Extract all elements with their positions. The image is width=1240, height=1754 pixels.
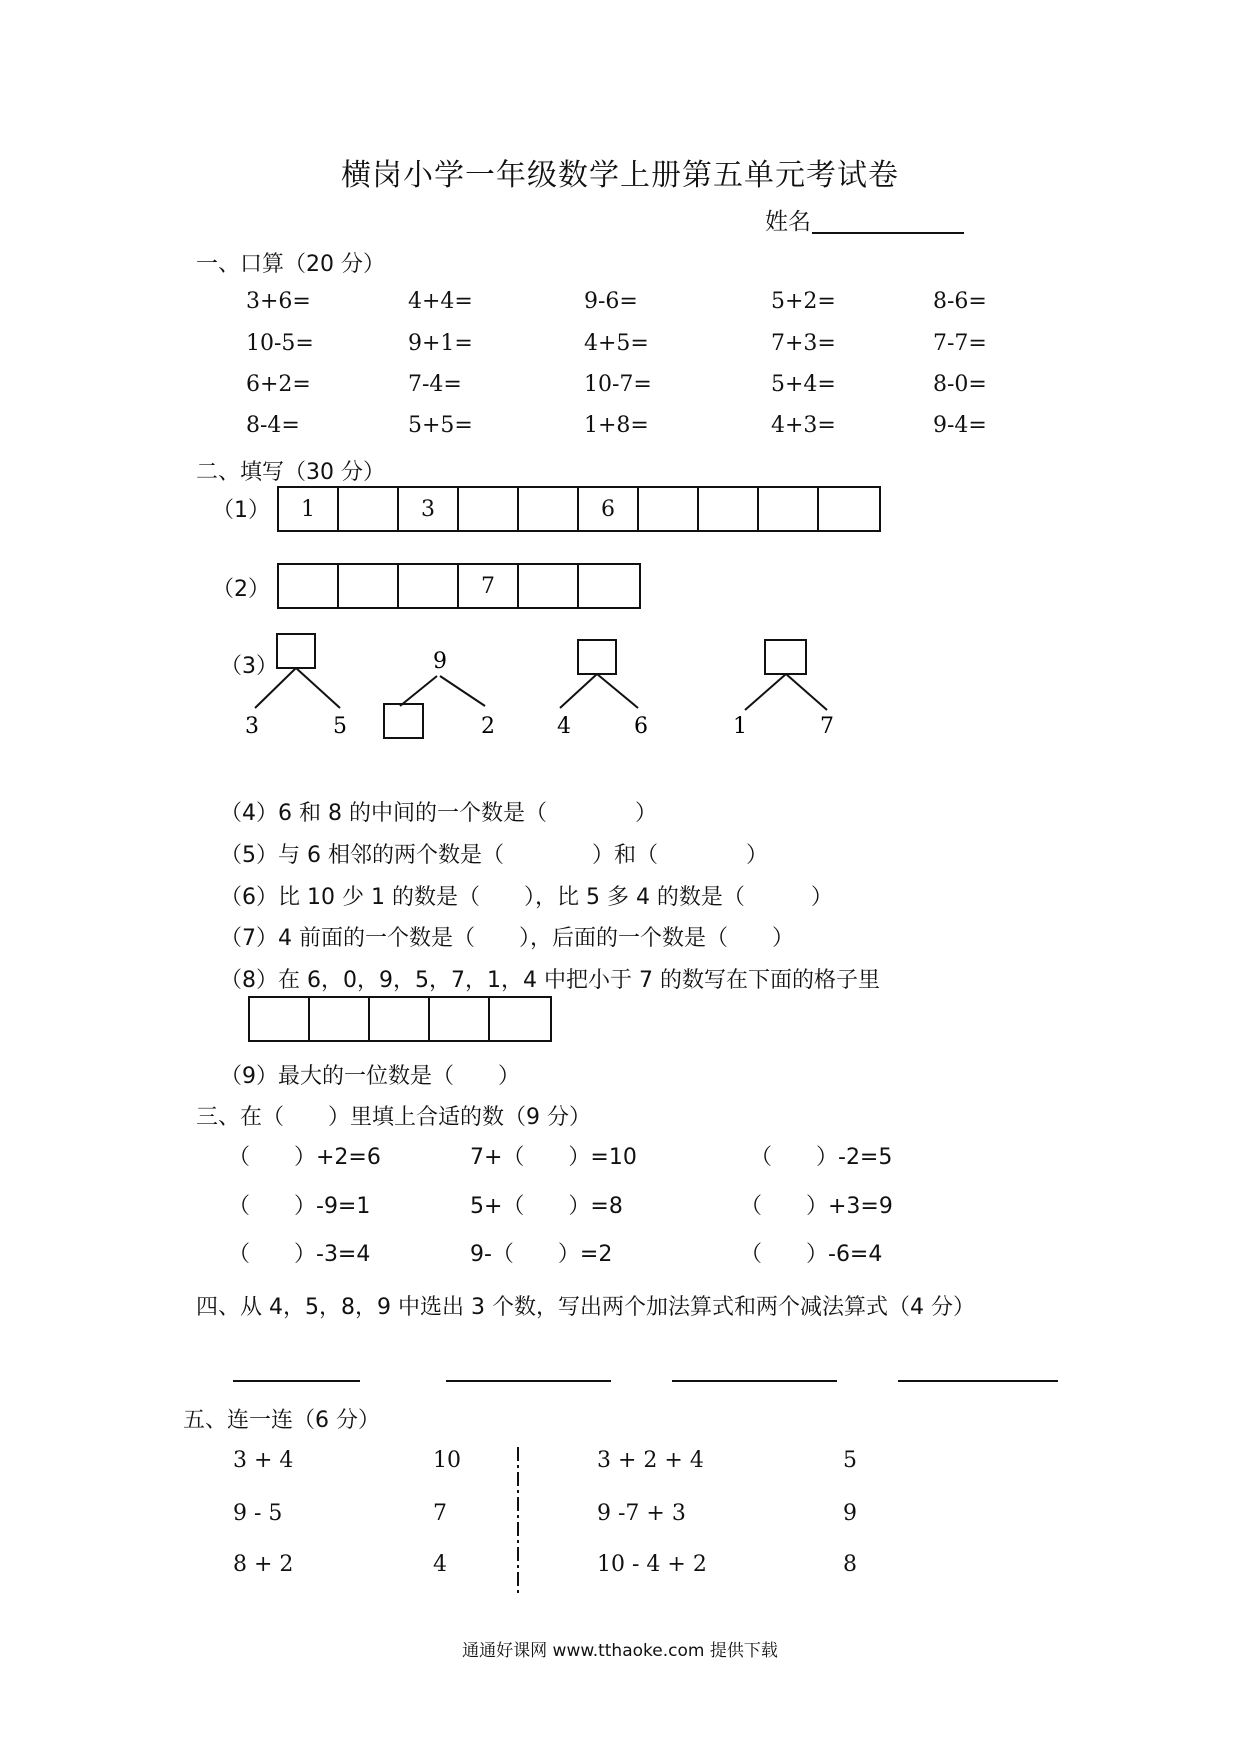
match-left-expression[interactable]: 9 - 5 [233,1501,283,1526]
calc-item: 10-7= [584,372,652,397]
calc-item: 3+6= [246,289,311,314]
match-left-expression[interactable]: 8 + 2 [233,1552,294,1577]
q6-text: （6）比 10 少 1 的数是（ ），比 5 多 4 的数是（ ） [220,885,833,910]
calc-item: 8-6= [933,289,987,314]
calc-item: 10-5= [246,331,314,356]
match-left-expression[interactable]: 3 + 4 [233,1448,294,1473]
calc-item: 1+8= [584,413,649,438]
calc-item: 5+4= [771,372,836,397]
calc-item: 9-6= [584,289,638,314]
calc-item: 7+3= [771,331,836,356]
calc-item: 9-4= [933,413,987,438]
match-left-answer[interactable]: 7 [433,1501,447,1526]
match-left-answer[interactable]: 10 [433,1448,461,1473]
section2-heading: 二、填写（30 分） [196,460,385,485]
q3-label: （3） [220,654,278,679]
calc-item: 4+5= [584,331,649,356]
match-right-expression[interactable]: 9 -7 + 3 [597,1501,686,1526]
q1-label: （1） [212,498,270,523]
number-box[interactable]: 3 [399,488,459,530]
fill-in-item: （ ）-6=4 [740,1242,883,1267]
calc-item: 8-4= [246,413,300,438]
q9-text: （9）最大的一位数是（ ） [220,1064,520,1089]
tree-right-number: 7 [820,714,834,739]
fill-in-item: （ ）-2=5 [750,1145,893,1170]
calc-item: 7-7= [933,331,987,356]
section4-heading: 四、从 4，5，8，9 中选出 3 个数，写出两个加法算式和两个减法算式（4 分） [196,1295,975,1320]
tree-right-number: 2 [481,714,495,739]
match-left-answer[interactable]: 4 [433,1552,447,1577]
calc-item: 6+2= [246,372,311,397]
tree-top-number: 9 [433,649,447,674]
match-right-expression[interactable]: 10 - 4 + 2 [597,1552,707,1577]
tree-right-number: 6 [634,714,648,739]
q8-text: （8）在 6，0，9，5，7，1，4 中把小于 7 的数写在下面的格子里 [220,968,880,993]
fill-in-item: 5+（ ）=8 [470,1194,623,1219]
number-box[interactable]: 6 [579,488,639,530]
calc-item: 4+3= [771,413,836,438]
calc-item: 5+2= [771,289,836,314]
number-box[interactable]: 7 [459,565,519,607]
page-title: 横岗小学一年级数学上册第五单元考试卷 [341,158,899,193]
match-right-answer[interactable]: 8 [843,1552,857,1577]
fill-in-item: 7+（ ）=10 [470,1145,637,1170]
fill-in-item: （ ）+2=6 [228,1145,381,1170]
section3-heading: 三、在（ ）里填上合适的数（9 分） [196,1105,591,1130]
section5-heading: 五、连一连（6 分） [183,1408,380,1433]
tree-left-number: 1 [733,714,747,739]
number-box[interactable]: 1 [279,488,339,530]
tree-left-number: 3 [245,714,259,739]
q4-text: （4）6 和 8 的中间的一个数是（ ） [220,801,657,826]
fill-in-item: （ ）-3=4 [228,1242,371,1267]
calc-item: 5+5= [408,413,473,438]
calc-item: 4+4= [408,289,473,314]
match-right-answer[interactable]: 9 [843,1501,857,1526]
tree-right-number: 5 [333,714,347,739]
fill-in-item: 9-（ ）=2 [470,1242,613,1267]
section1-heading: 一、口算（20 分） [196,252,385,277]
calc-item: 7-4= [408,372,462,397]
name-label: 姓名 [765,209,811,235]
calc-item: 9+1= [408,331,473,356]
footer-credit: 通通好课网 www.tthaoke.com 提供下载 [462,1641,778,1661]
fill-in-item: （ ）+3=9 [740,1194,893,1219]
calc-item: 8-0= [933,372,987,397]
fill-in-item: （ ）-9=1 [228,1194,371,1219]
q5-text: （5）与 6 相邻的两个数是（ ）和（ ） [220,843,768,868]
q2-label: （2） [212,577,270,602]
match-right-expression[interactable]: 3 + 2 + 4 [597,1448,704,1473]
q7-text: （7）4 前面的一个数是（ ），后面的一个数是（ ） [220,926,794,951]
tree-left-number: 4 [557,714,571,739]
match-right-answer[interactable]: 5 [843,1448,857,1473]
